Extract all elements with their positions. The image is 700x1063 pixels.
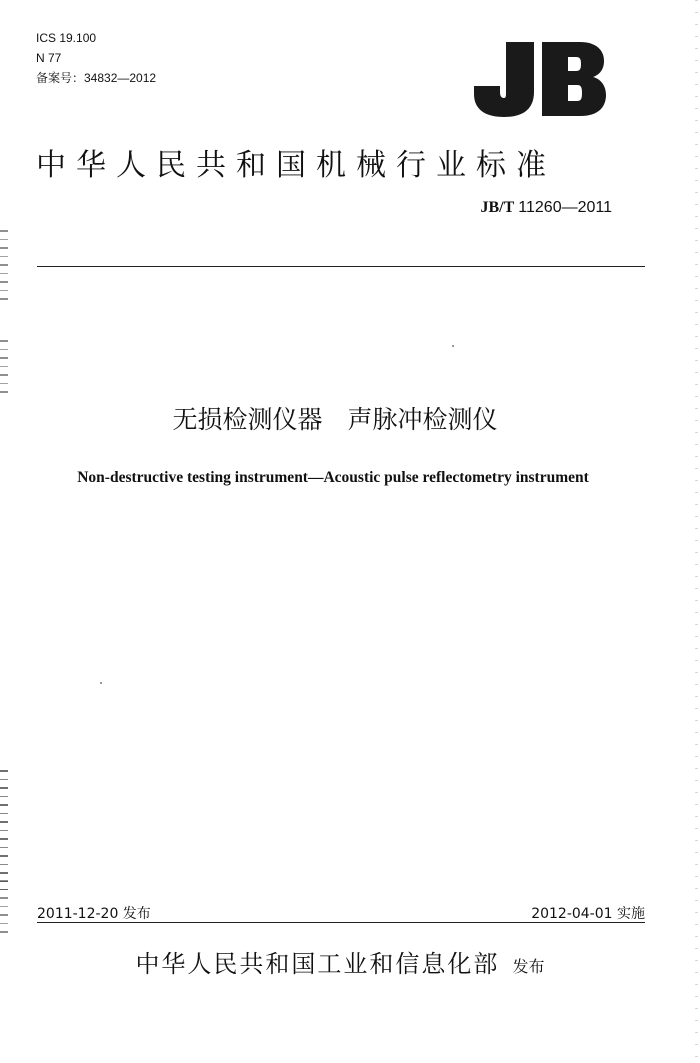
- implementation-date: 2012-04-01 实施: [531, 906, 645, 922]
- classification-code: N 77: [36, 51, 62, 65]
- scan-edge-artifact: [695, 0, 698, 1063]
- issue-date: 2011-12-20 发布: [37, 906, 151, 922]
- standard-number: [480, 199, 612, 217]
- scan-speck: [452, 345, 454, 347]
- ics-code: ICS 19.100: [36, 31, 97, 45]
- scan-edge-artifact: [0, 340, 8, 400]
- standard-category-title: 中华人民共和国机械行业标准: [36, 148, 556, 183]
- header-divider: [37, 266, 645, 267]
- scan-edge-artifact: [0, 880, 8, 940]
- jb-logo: [468, 40, 608, 118]
- jb-logo-graphic: [468, 40, 608, 118]
- publisher-action: 发布: [512, 957, 545, 976]
- record-number: 备案号：34832—2012: [36, 71, 157, 85]
- publisher-organization: 中华人民共和国工业和信息化部: [135, 950, 500, 978]
- publisher: [0, 944, 680, 979]
- footer-divider: [37, 922, 645, 923]
- document-title-chinese: 无损检测仪器 声脉冲检测仪: [172, 405, 498, 434]
- document-title-english: Non-destructive testing instrument—Acoustic pulse reflectometry instrument: [77, 469, 589, 486]
- scan-edge-artifact: [0, 770, 8, 890]
- scan-edge-artifact: [0, 230, 8, 300]
- standard-number-value: 11260—2011: [518, 199, 612, 216]
- standard-number-prefix: JB/T: [480, 199, 515, 216]
- scan-speck: [100, 682, 102, 684]
